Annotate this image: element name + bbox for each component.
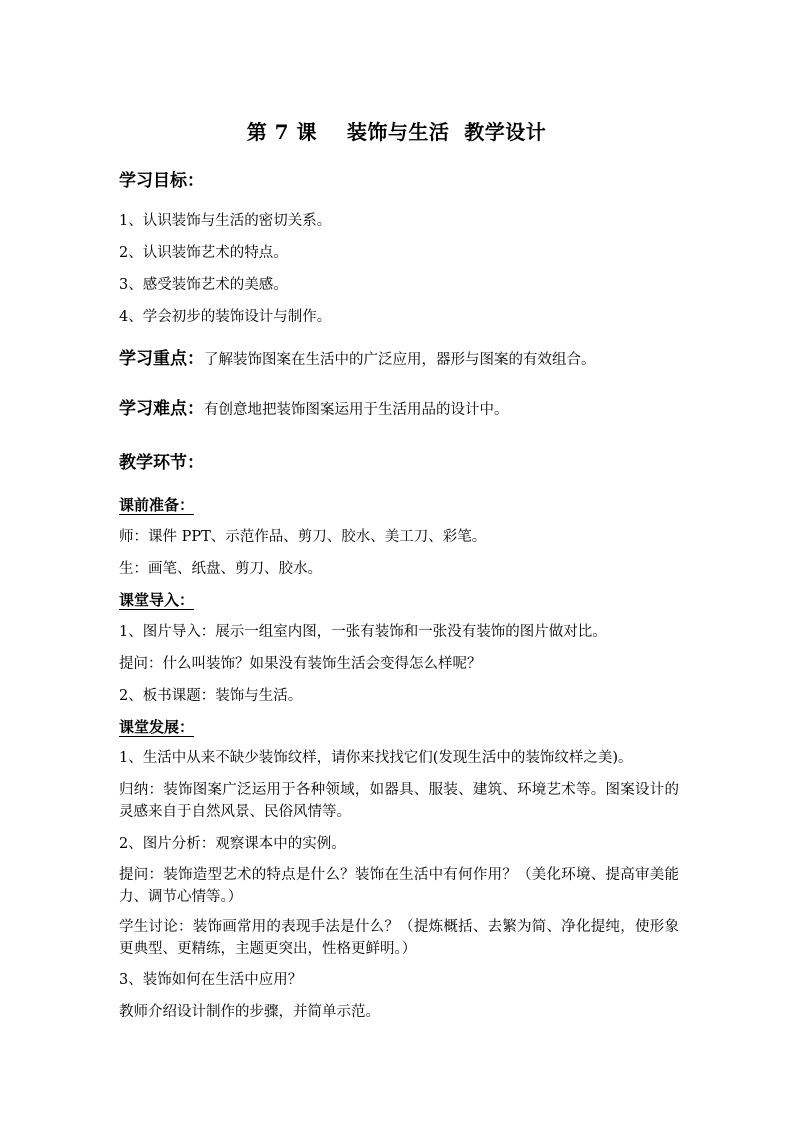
intro-line: 2、板书课题：装饰与生活。 (119, 688, 303, 704)
objective-item: 3、感受装饰艺术的美感。 (119, 277, 288, 293)
prep-heading: 课前准备： (119, 496, 195, 514)
develop-heading: 课堂发展： (119, 718, 195, 736)
key-point-paragraph (119, 348, 679, 371)
develop-line: 教师介绍设计制作的步骤，并简单示范。 (119, 1004, 380, 1020)
key-point-text: 了解装饰图案在生活中的广泛应用，器形与图案的有效组合。 (204, 352, 596, 368)
objective-item: 4、学会初步的装饰设计与制作。 (119, 309, 332, 325)
prep-heading-row (119, 494, 679, 517)
develop-line: 归纳：装饰图案广泛运用于各种领域，如器具、服装、建筑、环境艺术等。图案设计的灵感来自于自然风景、民俗风情等。 (119, 782, 679, 820)
develop-heading-row (119, 716, 679, 739)
develop-line: 学生讨论：装饰画常用的表现手法是什么？（提炼概括、去繁为简、净化提纯，使形象更典型、更精练，主题更突出，性格更鲜明。） (119, 919, 679, 957)
process-heading: 教学环节： (119, 453, 204, 473)
prep-line: 师：课件 PPT、示范作品、剪刀、胶水、美工刀、彩笔。 (119, 529, 487, 545)
objectives-heading: 学习目标： (119, 171, 204, 191)
intro-line: 1、图片导入：展示一组室内图，一张有装饰和一张没有装饰的图片做对比。 (119, 624, 607, 640)
develop-line: 1、生活中从来不缺少装饰纹样，请你来找找它们(发现生活中的装饰纹样之美)。 (119, 750, 633, 766)
objective-item: 2、认识装饰艺术的特点。 (119, 245, 288, 261)
intro-line: 提问：什么叫装饰？如果没有装饰生活会变得怎么样呢？ (119, 656, 482, 672)
difficulty-text: 有创意地把装饰图案运用于生活用品的设计中。 (204, 402, 509, 418)
key-point-label: 学习重点： (119, 349, 204, 369)
document-title: 第 7 课 装饰与生活 教学设计 (246, 120, 547, 144)
difficulty-label: 学习难点： (119, 399, 204, 419)
difficulty-paragraph (119, 398, 679, 421)
intro-heading-row (119, 589, 679, 612)
intro-heading: 课堂导入： (119, 591, 195, 609)
objective-item: 1、认识装饰与生活的密切关系。 (119, 213, 332, 229)
develop-line: 3、装饰如何在生活中应用？ (119, 972, 303, 988)
develop-line: 提问：装饰造型艺术的特点是什么？装饰在生活中有何作用？（美化环境、提高审美能力、调节心情等。） (119, 867, 679, 905)
develop-line: 2、图片分析：观察课本中的实例。 (119, 836, 346, 852)
prep-line: 生：画笔、纸盘、剪刀、胶水。 (119, 561, 322, 577)
